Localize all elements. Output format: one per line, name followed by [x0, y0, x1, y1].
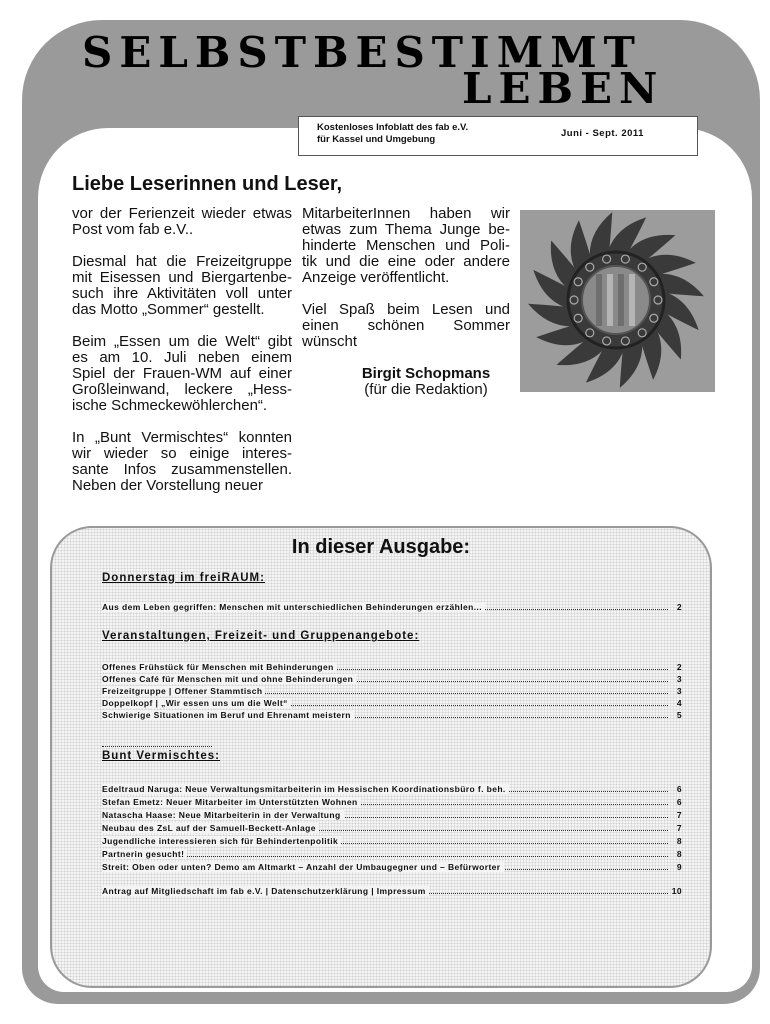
letter-paragraph: Beim „Essen um die Welt“ gibt es am 10. Juli neben einem Spiel der Frauen-WM auf einer Großleinwand, leckere „Hess- ische Schmeckewöhlerchen“. — [72, 333, 292, 414]
toc-entry-page: 7 — [676, 810, 682, 820]
letter-greeting: Liebe Leserinnen und Leser, — [72, 173, 343, 195]
toc-entry-page: 8 — [676, 836, 682, 846]
toc-entry-label: Edeltraud Naruga: Neue Verwaltungsmitarbeiterin im Hessischen Koordinationsbüro f. beh. — [102, 784, 509, 794]
toc-entry[interactable] — [102, 836, 682, 846]
infobox-description — [317, 122, 468, 146]
letter-paragraph: Viel Spaß beim Lesen und einen schönen Sommer wünscht — [302, 301, 510, 350]
issue-date: Juni - Sept. 2011 — [561, 128, 644, 139]
toc-entry[interactable] — [102, 823, 682, 833]
toc-entry[interactable] — [102, 674, 682, 684]
letter-column-right — [302, 206, 510, 398]
letter-paragraph: Diesmal hat die Freizeitgruppe mit Eisessen und Biergartenbe- such ihre Aktivitäten voll unter das Motto „Sommer“ gestellt. — [72, 253, 292, 318]
signature-name: Birgit Schopmans — [361, 365, 491, 382]
toc-entry[interactable] — [102, 849, 682, 859]
toc-entry[interactable] — [102, 662, 682, 672]
toc-entry-label: Natascha Haase: Neue Mitarbeiterin in der Verwaltung — [102, 810, 344, 820]
infobox-line2: für Kassel und Umgebung — [317, 134, 436, 145]
toc-section-title: Bunt Vermischtes: — [102, 750, 220, 762]
sun-mirror-photo — [520, 210, 715, 392]
toc-title: In dieser Ausgabe: — [291, 536, 471, 558]
masthead-infobox — [298, 116, 698, 156]
toc-section-title: Veranstaltungen, Freizeit- und Gruppenangebote: — [102, 630, 420, 642]
toc-entry[interactable] — [102, 602, 682, 612]
letter-column-left — [72, 206, 292, 510]
toc-entry-page: 2 — [676, 662, 682, 672]
toc-entry-label: Antrag auf Mitgliedschaft im fab e.V. | Datenschutzerklärung | Impressum — [102, 886, 429, 896]
masthead-title-line1: SELBSTBESTIMMT — [82, 28, 642, 77]
toc-entry-page: 3 — [676, 674, 682, 684]
toc-entry-page: 4 — [676, 698, 682, 708]
table-of-contents — [50, 526, 712, 988]
toc-entry-page: 6 — [676, 784, 682, 794]
toc-entry-label: Schwierige Situationen im Beruf und Ehrenamt meistern — [102, 710, 354, 720]
letter-paragraph: In „Bunt Vermischtes“ konnten wir wieder so einige interes- sante Infos zusammenstellen. Neben der Vorstellung neuer — [72, 429, 292, 494]
toc-section-title: Donnerstag im freiRAUM: — [102, 572, 265, 584]
toc-entry[interactable] — [102, 862, 682, 872]
toc-entry-page: 9 — [676, 862, 682, 872]
toc-entry-page: 3 — [676, 686, 682, 696]
toc-entry-label: Stefan Emetz: Neuer Mitarbeiter im Unterstützten Wohnen — [102, 797, 361, 807]
toc-entry[interactable] — [102, 710, 682, 720]
sun-mirror-icon — [520, 210, 715, 392]
dotted-leader — [102, 746, 212, 747]
letter-paragraph: vor der Ferienzeit wieder etwas Post vom fab e.V.. — [72, 205, 292, 238]
toc-entry[interactable] — [102, 784, 682, 794]
toc-entry-label: Offenes Café für Menschen mit und ohne Behinderungen — [102, 674, 356, 684]
letter-paragraph: MitarbeiterInnen haben wir etwas zum Thema Junge be- hinderte Menschen und Poli- tik und die eine oder andere Anzeige veröffentlicht. — [302, 205, 510, 286]
toc-entry-label: Jugendliche interessieren sich für Behindertenpolitik — [102, 836, 341, 846]
infobox-line1: Kostenloses Infoblatt des fab e.V. — [317, 122, 469, 133]
toc-entry[interactable] — [102, 698, 682, 708]
toc-entry-label: Doppelkopf | „Wir essen uns um die Welt“ — [102, 698, 291, 708]
toc-entry[interactable] — [102, 797, 682, 807]
toc-entry-label: Aus dem Leben gegriffen: Menschen mit unterschiedlichen Behinderungen erzählen... — [102, 602, 485, 612]
toc-entry-footer[interactable] — [102, 886, 682, 896]
toc-entry[interactable] — [102, 810, 682, 820]
toc-entry-page: 5 — [676, 710, 682, 720]
toc-entry-label: Partnerin gesucht! — [102, 849, 187, 859]
toc-entry-label: Streit: Oben oder unten? Demo am Altmarkt – Anzahl der Umbaugegner und – Befürworter — [102, 862, 504, 872]
masthead-title-line2: LEBEN — [462, 64, 665, 113]
toc-entry-page: 7 — [676, 823, 682, 833]
toc-entry-page: 8 — [676, 849, 682, 859]
toc-entry-label: Neubau des ZsL auf der Samuell-Beckett-Anlage — [102, 823, 319, 833]
signature-role: (für die Redaktion) — [364, 381, 488, 398]
toc-entry-page: 2 — [676, 602, 682, 612]
toc-entry-label: Freizeitgruppe | Offener Stammtisch — [102, 686, 265, 696]
toc-entry-page: 6 — [676, 797, 682, 807]
toc-entry-label: Offenes Frühstück für Menschen mit Behinderungen — [102, 662, 337, 672]
toc-entry-page: 10 — [671, 886, 682, 896]
toc-entry[interactable] — [102, 686, 682, 696]
